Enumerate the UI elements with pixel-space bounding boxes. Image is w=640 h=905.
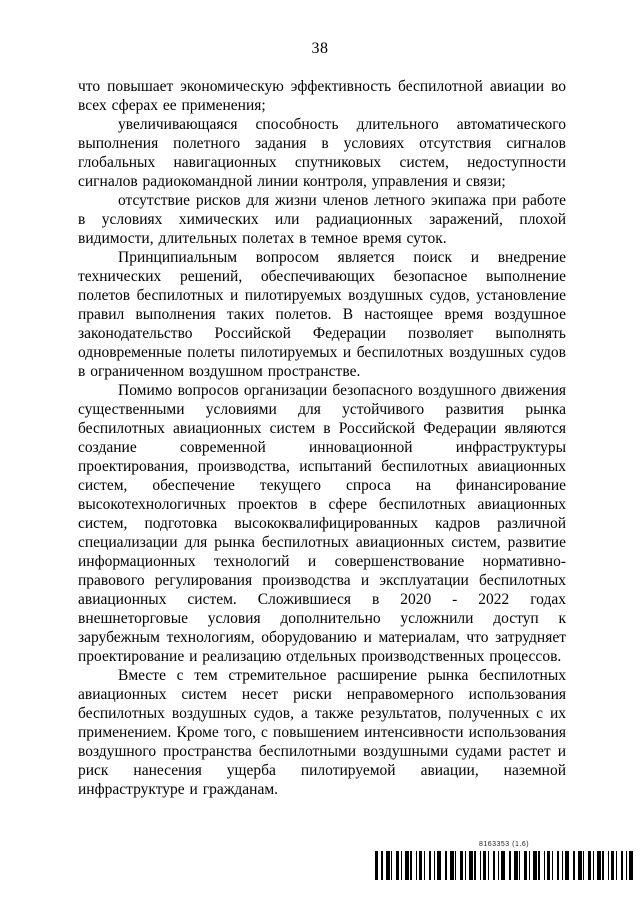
paragraph: увеличивающаяся способность длительного автоматического выполнения полетного задания в условиях отсутствия сигналов глобальных навигационных спутниковых систем, недоступности сигналов радиокомандной линии контроля, управления и связи;	[78, 116, 566, 190]
paragraph: Принципиальным вопросом является поиск и внедрение технических решений, обеспечивающих безопасное выполнение полетов беспилотных и пилотируемых воздушных судов, установление правил выполнения таких полетов. В настоящее время воздушное законодательство Российской Федерации позволяет выполнять одновременные полеты пилотируемых и беспилотных воздушных судов в ограниченном воздушном пространстве.	[78, 249, 566, 380]
page-number: 38	[311, 40, 329, 57]
paragraph: Помимо вопросов организации безопасного воздушного движения существенными условиями для устойчивого развития рынка беспилотных авиационных систем в Российской Федерации являются создание современной инновационной инфраструктуры проектирования, производства, испытаний беспилотных авиационных систем, обеспечение текущего спроса на финансирование высокотехнологичных проектов в сфере беспилотных авиационных систем, подготовка высококвалифицированных кадров различной специализации для рынка беспилотных авиационных систем, развитие информационных технологий и совершенствование нормативно-правового регулирования производства и эксплуатации беспилотных авиационных систем. Сложившиеся в 2020 - 2022 годах внешнеторговые условия дополнительно усложнили доступ к зарубежным технологиям, оборудованию и материалам, что затрудняет проектирование и реализацию отдельных производственных процессов.	[78, 382, 566, 665]
barcode-label: 8163353 (1.6)	[478, 841, 530, 848]
paragraph: отсутствие рисков для жизни членов летного экипажа при работе в условиях химических или радиационных заражений, плохой видимости, длительных полетах в темное время суток.	[78, 192, 566, 247]
document-body	[78, 77, 566, 799]
paragraph: что повышает экономическую эффективность беспилотной авиации во всех сферах ее применения;	[78, 78, 566, 114]
barcode	[375, 851, 633, 880]
paragraph: Вместе с тем стремительное расширение рынка беспилотных авиационных систем несет риски неправомерного использования беспилотных воздушных судов, а также результатов, полученных с их применением. Кроме того, с повышением интенсивности использования воздушного пространства беспилотными воздушными судами растет и риск нанесения ущерба пилотируемой авиации, наземной инфраструктуре и гражданам.	[78, 667, 566, 798]
